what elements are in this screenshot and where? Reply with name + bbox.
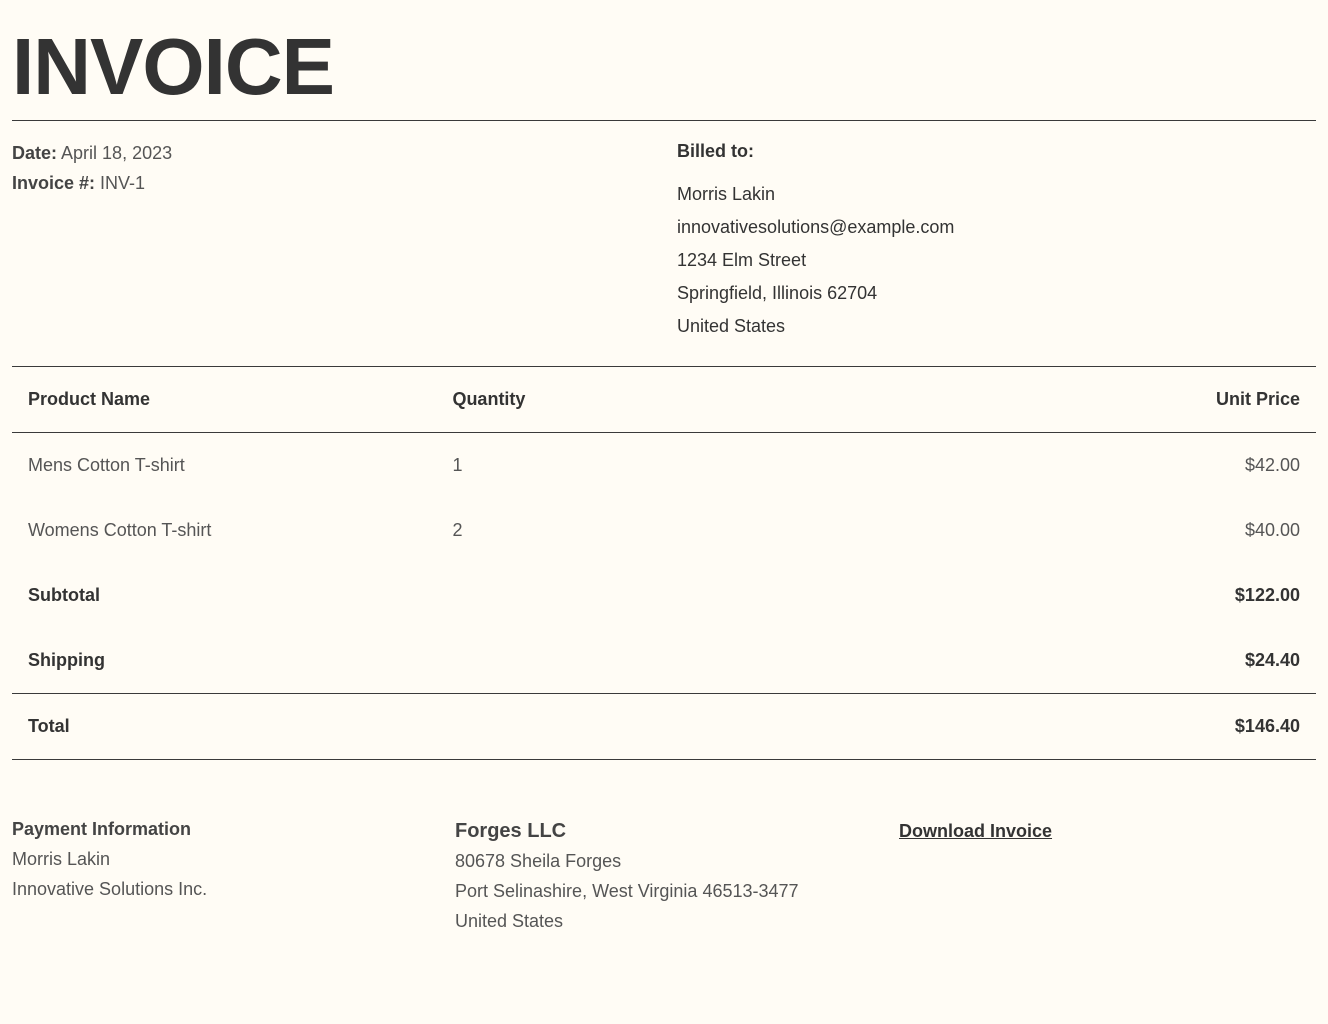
- billed-to-street: 1234 Elm Street: [677, 250, 807, 270]
- shipping-value: $24.40: [1244, 650, 1300, 670]
- table-row: [12, 498, 1316, 563]
- subtotal-label: Subtotal: [28, 585, 100, 605]
- total-row: [12, 694, 1316, 760]
- unit-price-cell: $40.00: [1244, 520, 1300, 540]
- total-spacer: [434, 694, 1088, 760]
- shipping-spacer: [434, 628, 1088, 694]
- invoice-meta-section: [12, 121, 1316, 366]
- quantity-header: Quantity: [434, 367, 1088, 433]
- shipping-row: [12, 628, 1316, 694]
- billed-to-name: Morris Lakin: [677, 184, 776, 204]
- seller-city: Port Selinashire, West Virginia 46513-3477: [455, 881, 799, 901]
- date-label: Date:: [12, 143, 58, 163]
- payment-information-title: Payment Information: [12, 819, 192, 839]
- seller-country: United States: [455, 911, 564, 931]
- table-row: [12, 433, 1316, 499]
- invoice-footer: [12, 760, 1316, 960]
- page-title: INVOICE: [12, 22, 334, 111]
- quantity-cell: 1: [452, 455, 463, 475]
- table-header-row: [12, 367, 1316, 433]
- unit-price-header: Unit Price: [1088, 367, 1316, 433]
- payment-name: Morris Lakin: [12, 849, 111, 869]
- shipping-label: Shipping: [28, 650, 105, 670]
- total-label: Total: [12, 694, 434, 760]
- quantity-cell: 2: [452, 520, 463, 540]
- invoice-number-label: Invoice #:: [12, 173, 96, 193]
- seller-name: Forges LLC: [455, 820, 567, 842]
- date-value: April 18, 2023: [61, 143, 173, 163]
- invoice-number-row: [12, 168, 172, 198]
- line-items-table: [12, 367, 1316, 760]
- billed-to-label: Billed to:: [677, 141, 754, 161]
- download-invoice-link[interactable]: Download Invoice: [899, 821, 1053, 841]
- product-name-header: Product Name: [12, 367, 434, 433]
- billed-to-block: [677, 138, 954, 343]
- date-row: [12, 138, 172, 168]
- invoice-page: [12, 0, 1316, 960]
- seller-street: 80678 Sheila Forges: [455, 851, 622, 871]
- total-value: $146.40: [1088, 694, 1316, 760]
- product-name-cell: Mens Cotton T-shirt: [28, 455, 185, 475]
- payment-company: Innovative Solutions Inc.: [12, 879, 208, 899]
- billed-to-country: United States: [677, 316, 786, 336]
- payment-information-block: [12, 814, 207, 904]
- invoice-number-value: INV-1: [100, 173, 146, 193]
- subtotal-spacer: [434, 563, 1088, 628]
- subtotal-row: [12, 563, 1316, 628]
- subtotal-value: $122.00: [1234, 585, 1300, 605]
- billed-to-city: Springfield, Illinois 62704: [677, 283, 878, 303]
- billed-to-email: innovativesolutions@example.com: [677, 217, 955, 237]
- seller-block: [455, 816, 799, 936]
- product-name-cell: Womens Cotton T-shirt: [28, 520, 212, 540]
- invoice-meta: [12, 138, 172, 198]
- unit-price-cell: $42.00: [1244, 455, 1300, 475]
